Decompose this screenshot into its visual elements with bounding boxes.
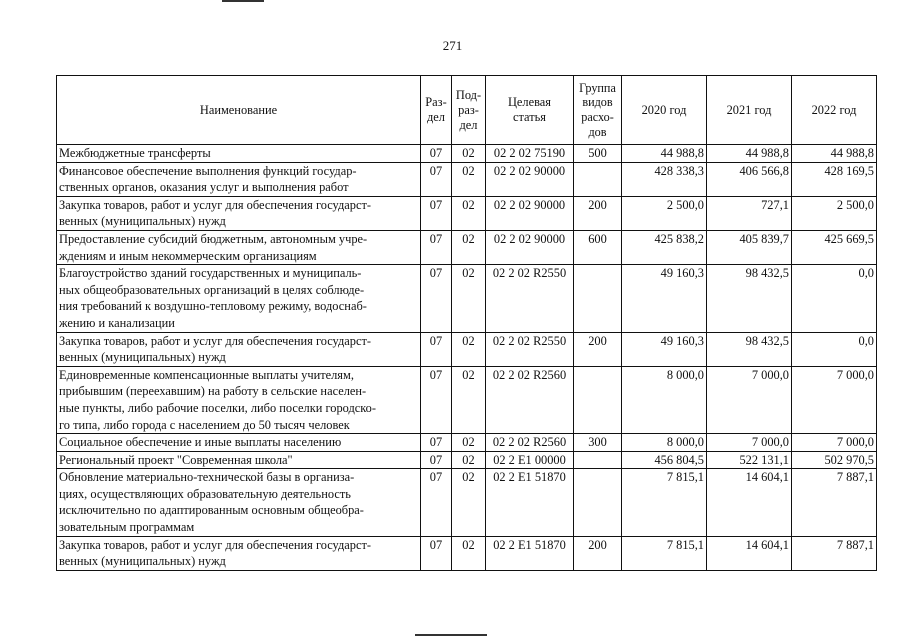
cell-target: 02 2 02 R2550 [486,332,574,366]
cell-2020: 44 988,8 [622,145,707,163]
cell-target: 02 2 E1 51870 [486,536,574,570]
cell-subsection: 02 [452,145,486,163]
cell-2020: 7 815,1 [622,536,707,570]
cell-subsection: 02 [452,451,486,469]
cell-name: Региональный проект "Современная школа" [57,451,421,469]
cell-subsection: 02 [452,230,486,264]
cell-group: 200 [574,332,622,366]
cell-subsection: 02 [452,434,486,452]
table-row [57,451,877,469]
cell-name: Финансовое обеспечение выполнения функций государ- ственных органов, оказания услуг и выполнения работ [57,162,421,196]
cell-target: 02 2 E1 00000 [486,451,574,469]
cell-section: 07 [421,162,452,196]
cell-group [574,469,622,536]
cell-2022: 0,0 [792,265,877,332]
cell-target: 02 2 02 75190 [486,145,574,163]
header-target: Целевая статья [486,76,574,145]
bottom-rule [415,634,487,636]
cell-2022: 7 000,0 [792,366,877,433]
cell-2021: 7 000,0 [707,366,792,433]
cell-2021: 98 432,5 [707,332,792,366]
cell-2021: 522 131,1 [707,451,792,469]
cell-name: Закупка товаров, работ и услуг для обеспечения государст- венных (муниципальных) нужд [57,196,421,230]
cell-2021: 7 000,0 [707,434,792,452]
cell-subsection: 02 [452,332,486,366]
header-subsection: Под- раз- дел [452,76,486,145]
header-2022: 2022 год [792,76,877,145]
cell-2021: 405 839,7 [707,230,792,264]
header-row [57,76,877,145]
cell-group [574,162,622,196]
cell-2020: 49 160,3 [622,332,707,366]
cell-name: Социальное обеспечение и иные выплаты населению [57,434,421,452]
header-2021: 2021 год [707,76,792,145]
cell-group: 600 [574,230,622,264]
cell-2020: 425 838,2 [622,230,707,264]
cell-2022: 425 669,5 [792,230,877,264]
cell-2022: 7 887,1 [792,536,877,570]
cell-subsection: 02 [452,196,486,230]
header-2020: 2020 год [622,76,707,145]
cell-section: 07 [421,536,452,570]
cell-2022: 428 169,5 [792,162,877,196]
cell-group: 500 [574,145,622,163]
cell-2020: 428 338,3 [622,162,707,196]
budget-table [56,75,877,571]
cell-2022: 502 970,5 [792,451,877,469]
cell-target: 02 2 02 90000 [486,162,574,196]
cell-section: 07 [421,332,452,366]
cell-2021: 14 604,1 [707,536,792,570]
header-group: Группа видов расхо- дов [574,76,622,145]
cell-2021: 406 566,8 [707,162,792,196]
cell-section: 07 [421,265,452,332]
cell-name: Закупка товаров, работ и услуг для обеспечения государст- венных (муниципальных) нужд [57,332,421,366]
cell-2022: 44 988,8 [792,145,877,163]
cell-2020: 456 804,5 [622,451,707,469]
table-row [57,265,877,332]
table-row [57,366,877,433]
cell-target: 02 2 02 90000 [486,196,574,230]
cell-2022: 2 500,0 [792,196,877,230]
cell-subsection: 02 [452,469,486,536]
cell-section: 07 [421,145,452,163]
table-row [57,230,877,264]
cell-group: 200 [574,196,622,230]
cell-2022: 0,0 [792,332,877,366]
header-name: Наименование [57,76,421,145]
cell-section: 07 [421,196,452,230]
cell-name: Предоставление субсидий бюджетным, автономным учре- ждениям и иным некоммерческим организациям [57,230,421,264]
table-row [57,145,877,163]
table-row [57,196,877,230]
page-number: 271 [442,38,463,53]
cell-name: Межбюджетные трансферты [57,145,421,163]
table-row [57,332,877,366]
cell-2021: 14 604,1 [707,469,792,536]
cell-2020: 2 500,0 [622,196,707,230]
cell-target: 02 2 02 R2550 [486,265,574,332]
cell-group: 300 [574,434,622,452]
cell-2020: 7 815,1 [622,469,707,536]
cell-group [574,366,622,433]
cell-2020: 49 160,3 [622,265,707,332]
table-row [57,536,877,570]
cell-section: 07 [421,451,452,469]
cell-name: Обновление материально-технической базы в организа- циях, осуществляющих образовательную деятельность исключительно по адаптированным основным общеобра- зовательным программам [57,469,421,536]
cell-name: Закупка товаров, работ и услуг для обеспечения государст- венных (муниципальных) нужд [57,536,421,570]
cell-2022: 7 887,1 [792,469,877,536]
cell-target: 02 2 02 R2560 [486,434,574,452]
cell-section: 07 [421,230,452,264]
cell-section: 07 [421,366,452,433]
cell-subsection: 02 [452,536,486,570]
cell-target: 02 2 E1 51870 [486,469,574,536]
table-row [57,434,877,452]
cell-2020: 8 000,0 [622,366,707,433]
cell-subsection: 02 [452,162,486,196]
cell-2021: 727,1 [707,196,792,230]
cell-subsection: 02 [452,366,486,433]
cell-section: 07 [421,434,452,452]
cell-2020: 8 000,0 [622,434,707,452]
top-rule [222,0,264,2]
cell-group [574,451,622,469]
header-section: Раз- дел [421,76,452,145]
cell-group [574,265,622,332]
cell-target: 02 2 02 90000 [486,230,574,264]
cell-section: 07 [421,469,452,536]
cell-group: 200 [574,536,622,570]
cell-subsection: 02 [452,265,486,332]
cell-name: Единовременные компенсационные выплаты учителям, прибывшим (переехавшим) на работу в сельские населен- ные пункты, либо рабочие поселки, либо поселки городско- го типа, либо города с населением до 50 тысяч человек [57,366,421,433]
cell-2022: 7 000,0 [792,434,877,452]
cell-target: 02 2 02 R2560 [486,366,574,433]
cell-2021: 98 432,5 [707,265,792,332]
cell-name: Благоустройство зданий государственных и муниципаль- ных общеобразовательных организаций в целях соблюде- ния требований к воздушно-тепловому режиму, водоснаб- жению и канализации [57,265,421,332]
cell-2021: 44 988,8 [707,145,792,163]
table-row [57,162,877,196]
table-row [57,469,877,536]
